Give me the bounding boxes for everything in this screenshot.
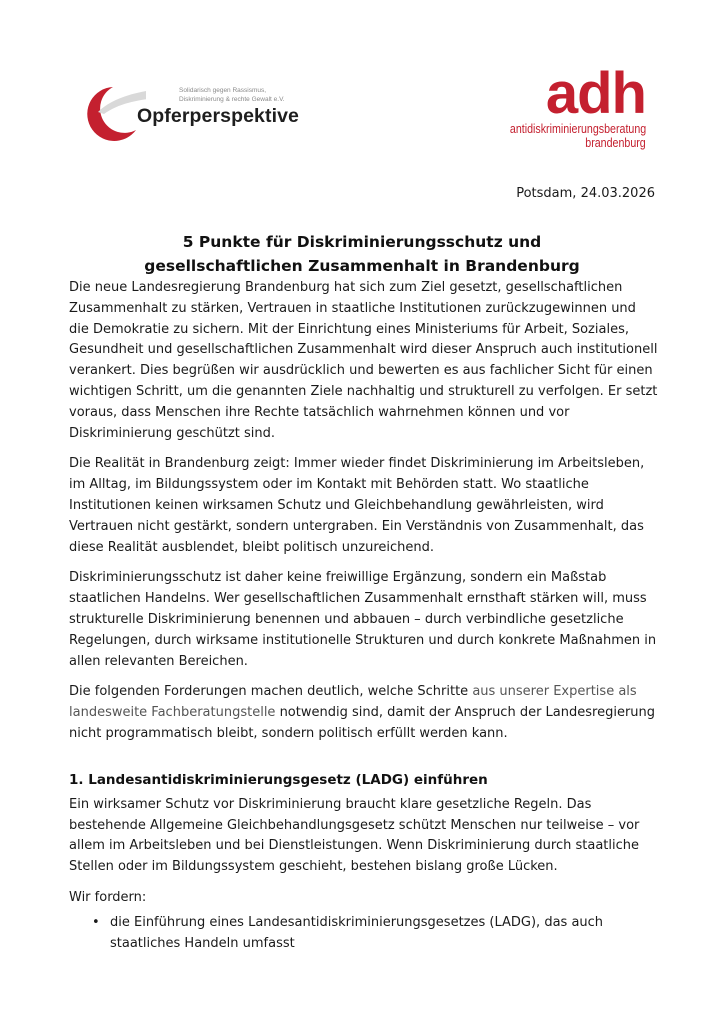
adh-logo (494, 61, 654, 158)
tagline-line-1: Solidarisch gegen Rassismus, (179, 87, 267, 94)
opferperspektive-tagline (179, 86, 285, 104)
tagline-line-2: Diskriminierung & rechte Gewalt e.V. (179, 96, 285, 103)
lead-text-part-1: Die folgenden Forderungen machen deutlich, welche Schritte (69, 684, 473, 700)
document-title (60, 230, 664, 278)
bullet-icon: • (92, 914, 100, 930)
adh-subtitle-line-1: antidiskriminierungsberatung (509, 121, 646, 136)
title-line-2: gesellschaftlichen Zusammenhalt in Brandenburg (144, 257, 580, 275)
reality-paragraph: Die Realität in Brandenburg zeigt: Immer wieder findet Diskriminierung im Arbeitsleben, im Alltag, im Bildungssystem oder im Kontakt mit Behörden statt. Wo staatliche Institutionen keinen wirksamen Schutz und Gleichbehandlung gewährleisten, wird Vertrauen nicht gestärkt, sondern untergraben. Ein Verständnis von Zusammenhalt, das diese Realität ausblendet, bleibt politisch unzureichend. (69, 456, 645, 555)
opferperspektive-wordmark: Opferperspektive (137, 105, 299, 127)
demands-intro: Wir fordern: (69, 889, 147, 905)
section-1-heading: 1. Landesantidiskriminierungsgesetz (LADG) einführen (69, 771, 488, 788)
adh-subtitle-line-2: brandenburg (585, 135, 646, 150)
protection-paragraph: Diskriminierungsschutz ist daher keine freiwillige Ergänzung, sondern ein Maßstab staatlichen Handelns. Wer gesellschaftlichen Zusammenhalt ernsthaft stärken will, muss strukturelle Diskriminierung benennen und abbauen – durch verbindliche gesetzliche Regelungen, durch wirksame institutionelle Strukturen und durch konkrete Maßnahmen in allen relevanten Bereichen. (69, 570, 657, 669)
opferperspektive-logo (84, 82, 299, 144)
adh-wordmark: adh (545, 61, 646, 126)
document-body (69, 278, 659, 954)
list-item (69, 913, 659, 955)
intro-paragraph: Die neue Landesregierung Brandenburg hat sich zum Ziel gesetzt, gesellschaftlichen Zusammenhalt zu stärken, Vertrauen in staatliche Institutionen zurückzugewinnen und die Demokratie zu sichern. Mit der Einrichtung eines Ministeriums für Arbeit, Soziales, Gesundheit und gesellschaftlichen Zusammenhalt wird dieser Anspruch auch institutionell verankert. Dies begrüßen wir ausdrücklich und bewerten es aus fachlicher Sicht für einen wichtigen Schritt, um die genannten Ziele nachhaltig und strukturell zu verfolgen. Er setzt voraus, dass Menschen ihre Rechte tatsächlich wahrnehmen können und vor Diskriminierung geschützt sind. (69, 280, 658, 441)
date-line: Potsdam, 24.03.2026 (516, 186, 655, 201)
demand-text: die Einführung eines Landesantidiskriminierungsgesetzes (LADG), das auch staatliches Handeln umfasst (110, 914, 604, 951)
title-line-1: 5 Punkte für Diskriminierungsschutz und (182, 233, 542, 251)
section-1-paragraph: Ein wirksamer Schutz vor Diskriminierung braucht klare gesetzliche Regeln. Das bestehende Allgemeine Gleichbehandlungsgesetz schützt Menschen nur teilweise – vor allem im Arbeitsleben und bei Dienstleistungen. Wenn Diskriminierung durch staatliche Stellen oder im Bildungssystem geschieht, bestehen bislang große Lücken. (69, 796, 640, 875)
lead-text-part-3: notwendig sind, damit der Anspruch der Landesregierung nicht programmatisch bleibt, sondern politisch erfüllt werden kann. (69, 705, 656, 741)
demands-lead-paragraph (69, 682, 659, 744)
demands-list (69, 913, 659, 955)
expertise-phrase: aus unserer Expertise als landesweite Fachberatungstelle (69, 684, 637, 721)
